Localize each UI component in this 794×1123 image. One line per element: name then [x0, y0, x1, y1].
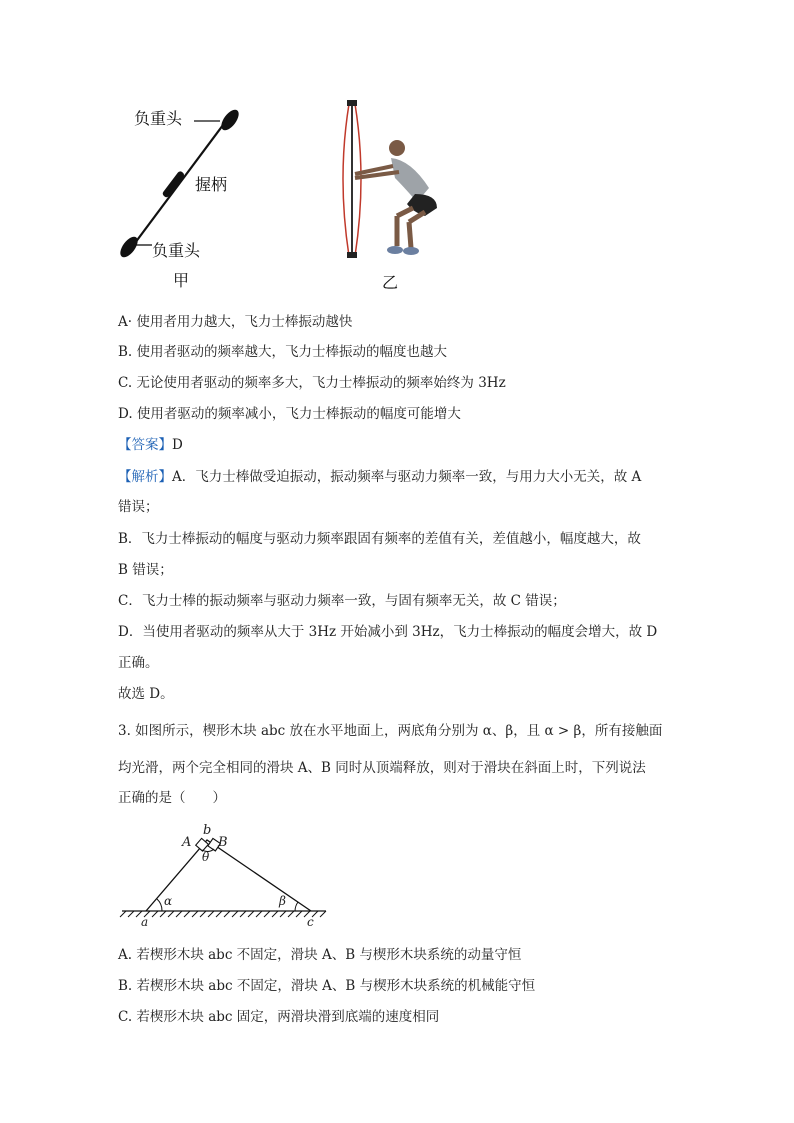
q2-option-a: A· 使用者用力越大，飞力士棒振动越快 — [118, 314, 353, 330]
analysis-line-3: B．飞力士棒振动的幅度与驱动力频率跟固有频率的差值有关，差值越小，幅度越大，故 — [118, 531, 641, 547]
analysis-line-7: 正确。 — [118, 655, 159, 671]
q3-option-a: A. 若楔形木块 abc 不固定，滑块 A、B 与楔形木块系统的动量守恒 — [118, 947, 522, 963]
analysis-line-2: 错误； — [118, 499, 159, 515]
answer-value: D — [172, 437, 183, 453]
q3-stem-line-3: 正确的是（ ） — [118, 790, 226, 806]
vertex-a-label: a — [141, 915, 149, 929]
analysis-text-1: A．飞力士棒做受迫振动，振动频率与驱动力频率一致，与用力大小无关，故 A — [172, 469, 642, 485]
q2-option-c: C. 无论使用者驱动的频率多大，飞力士棒振动的频率始终为 3Hz — [118, 375, 506, 391]
alpha-label: α — [164, 894, 173, 908]
person-with-flexi-bar-photo — [325, 98, 455, 263]
beta-label: β — [279, 894, 286, 908]
q3-option-b: B. 若楔形木块 abc 不固定，滑块 A、B 与楔形木块系统的机械能守恒 — [118, 978, 536, 994]
figure-yi-caption: 乙 — [382, 273, 399, 292]
q2-option-b: B. 使用者驱动的频率越大，飞力士棒振动的幅度也越大 — [118, 344, 448, 360]
analysis-line-1 — [118, 467, 641, 487]
figure-yi — [325, 98, 455, 298]
block-a-label: A — [182, 835, 192, 850]
q3-stem-line-1: 3. 如图所示，楔形木块 abc 放在水平地面上，两底角分别为 α、β，且 α > β，所有接触面 — [118, 723, 663, 739]
q2-option-d: D. 使用者驱动的频率减小，飞力士棒振动的幅度可能增大 — [118, 406, 461, 422]
apex-b-label: b — [203, 823, 212, 838]
wedge-figure — [118, 822, 333, 934]
answer-tag: 【答案】 — [118, 437, 172, 453]
vertex-c-label: c — [307, 915, 314, 929]
bottom-weight-head-label: 负重头 — [152, 241, 201, 260]
grip-label: 握柄 — [195, 175, 228, 194]
q3-option-c: C. 若楔形木块 abc 固定，两滑块滑到底端的速度相同 — [118, 1009, 440, 1025]
theta-label: θ — [202, 850, 210, 864]
figure-jia — [110, 95, 260, 295]
analysis-line-6: D．当使用者驱动的频率从大于 3Hz 开始减小到 3Hz，飞力士棒振动的幅度会增大，故 D — [118, 624, 658, 640]
block-b-label: B — [218, 835, 228, 850]
analysis-line-8: 故选 D。 — [118, 686, 174, 702]
top-weight-head-label: 负重头 — [134, 109, 183, 128]
analysis-line-4: B 错误； — [118, 562, 173, 578]
analysis-line-5: C．飞力士棒的振动频率与驱动力频率一致，与固有频率无关，故 C 错误； — [118, 593, 566, 609]
q3-stem-line-2: 均光滑，两个完全相同的滑块 A、B 同时从顶端释放，则对于滑块在斜面上时，下列说法 — [118, 760, 646, 776]
flexi-bar-diagram — [110, 95, 260, 295]
analysis-tag: 【解析】 — [118, 469, 172, 485]
figure-jia-caption: 甲 — [173, 271, 190, 290]
answer-line — [118, 435, 183, 455]
